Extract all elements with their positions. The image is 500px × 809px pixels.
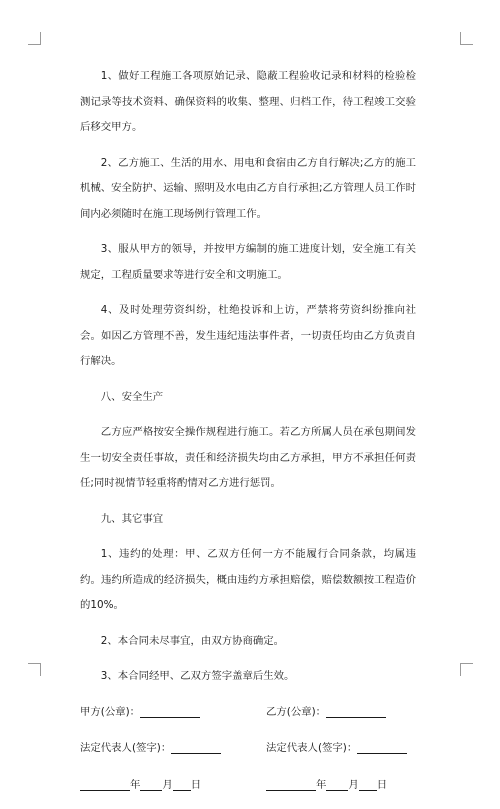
- other-item-2: 2、本合同未尽事宜，由双方协商确定。: [100, 634, 285, 647]
- party-a-day-blank[interactable]: [173, 777, 191, 791]
- clause-1: 1、做好工程施工各项原始记录、隐蔽工程验收记录和材料的检验检测记录等技术资料、确保资料的收集、整理、归档工作，待工程竣工交验后移交甲方。: [80, 70, 416, 133]
- clause-2: 2、乙方施工、生活的用水、用电和食宿由乙方自行解决;乙方的施工机械、安全防护、运输、照明及水电由乙方自行承担;乙方管理人员工作时间内必须随时在施工现场例行管理工作。: [80, 156, 416, 220]
- crop-mark-top-right: [460, 32, 473, 45]
- party-b-seal-blank[interactable]: [326, 704, 386, 718]
- party-a-day-label: 日: [190, 778, 202, 791]
- clause-4: 4、及时处理劳资纠纷，杜绝投诉和上访，严禁将劳资纠纷推向社会。如因乙方管理不善，发生违纪违法事件者，一切责任均由乙方负责自行解决。: [80, 304, 416, 367]
- party-a-seal-blank[interactable]: [140, 704, 200, 718]
- clause-3: 3、服从甲方的领导，并按甲方编制的施工进度计划，安全施工有关规定，工程质量要求等进行安全和文明施工。: [80, 243, 416, 281]
- party-b-month-label: 月: [348, 778, 359, 791]
- party-b-day-label: 日: [376, 778, 388, 791]
- party-b-day-blank[interactable]: [359, 777, 377, 791]
- party-a-date: [80, 773, 266, 799]
- party-a-year-blank[interactable]: [80, 777, 130, 791]
- party-b-legal-rep-label: 法定代表人(签字)：: [266, 742, 358, 754]
- contract-body: [80, 64, 416, 809]
- party-b-year-blank[interactable]: [266, 777, 316, 791]
- other-item-3: 3、本合同经甲、乙双方签字盖章后生效。: [100, 670, 295, 682]
- date-row: [80, 773, 416, 799]
- section-heading-other: 九、其它事宜: [100, 512, 164, 525]
- party-a-seal-label: 甲方(公章)：: [80, 705, 141, 718]
- crop-mark-bottom-right: [460, 663, 473, 676]
- party-b-year-label: 年: [316, 778, 327, 791]
- crop-mark-bottom-left: [28, 663, 41, 676]
- party-a-legal-rep-label: 法定代表人(签字)：: [80, 742, 172, 754]
- party-a-year-label: 年: [130, 778, 141, 791]
- party-b-month-blank[interactable]: [326, 777, 348, 791]
- seal-row: [80, 700, 416, 726]
- crop-mark-top-left: [28, 32, 41, 45]
- legal-rep-row: [80, 736, 416, 762]
- safety-text: 乙方应严格按安全操作规程进行施工。若乙方所属人员在承包期间发生一切安全责任事故，责任和经济损失均由乙方承担，甲方不承担任何责任;同时视情节轻重将酌情对乙方进行惩罚。: [80, 426, 416, 489]
- party-a-legal-rep-blank[interactable]: [171, 740, 221, 754]
- party-b-seal: [266, 700, 416, 726]
- party-b-legal-rep-blank[interactable]: [357, 740, 407, 754]
- party-b-date: [266, 773, 416, 799]
- party-b-seal-label: 乙方(公章)：: [266, 705, 327, 718]
- party-a-seal: [80, 700, 266, 726]
- party-a-legal-rep: [80, 736, 266, 762]
- other-item-1: 1、违约的处理：甲、乙双方任何一方不能履行合同条款，均属违约。违约所造成的经济损失，概由违约方承担赔偿，赔偿数额按工程造价的10%。: [80, 548, 416, 611]
- party-b-legal-rep: [266, 736, 416, 762]
- party-a-month-blank[interactable]: [140, 777, 162, 791]
- section-heading-safety: 八、安全生产: [100, 390, 164, 403]
- party-a-month-label: 月: [162, 778, 173, 791]
